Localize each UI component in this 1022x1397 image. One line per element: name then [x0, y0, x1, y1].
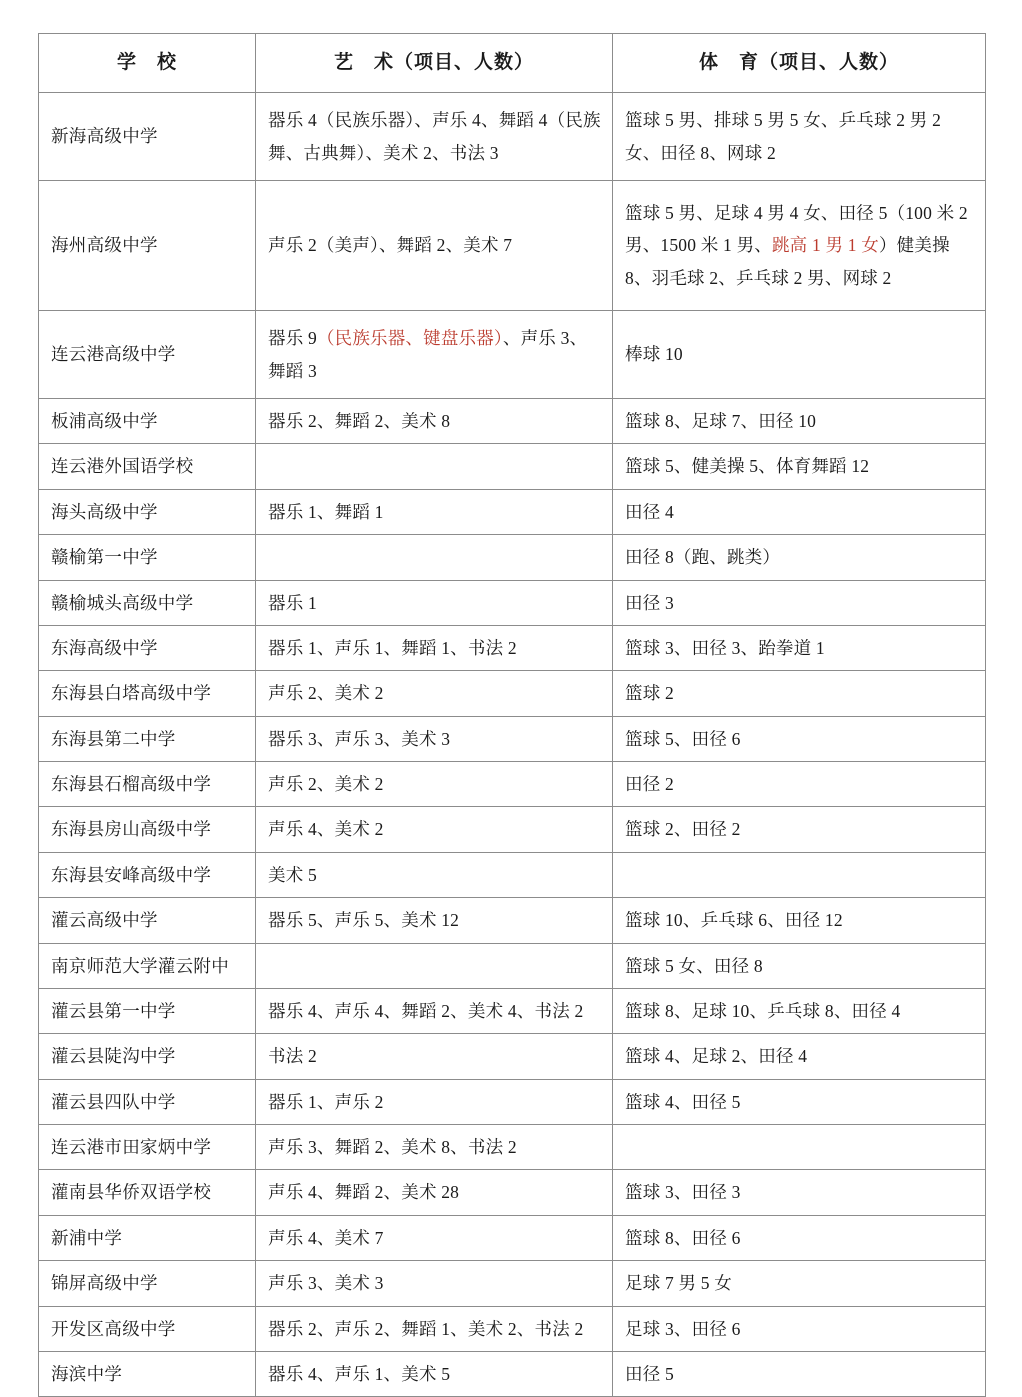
- cell-school-name: 灌云县第一中学: [39, 988, 256, 1033]
- cell-school-name: 东海县安峰高级中学: [39, 852, 256, 897]
- cell-school-name: 灌南县华侨双语学校: [39, 1170, 256, 1215]
- cell-sport-programs: [613, 852, 986, 897]
- table-row: [39, 489, 986, 534]
- cell-art-programs-highlight: （民族乐器、键盘乐器）: [316, 328, 503, 349]
- column-header-sport: 体 育（项目、人数）: [613, 34, 986, 93]
- column-header-school: 学 校: [39, 34, 256, 93]
- cell-art-programs: 美术 5: [256, 852, 613, 897]
- cell-sport-programs-highlight: 跳高 1 男 1 女: [771, 235, 879, 256]
- table-row: [39, 671, 986, 716]
- cell-art-programs: 器乐 1、声乐 2: [256, 1079, 613, 1124]
- cell-school-name: 灌云县陡沟中学: [39, 1034, 256, 1079]
- cell-school-name: 连云港市田家炳中学: [39, 1125, 256, 1170]
- cell-school-name: 海头高级中学: [39, 489, 256, 534]
- table-row: [39, 311, 986, 399]
- cell-art-programs: 声乐 4、美术 7: [256, 1215, 613, 1260]
- cell-sport-programs: 篮球 8、田径 6: [613, 1215, 986, 1260]
- cell-art-programs: [256, 444, 613, 489]
- table-row: [39, 1306, 986, 1351]
- cell-sport-programs: 篮球 8、足球 7、田径 10: [613, 399, 986, 444]
- cell-sport-programs: 田径 5: [613, 1351, 986, 1396]
- school-art-sport-table: [38, 33, 986, 1397]
- cell-sport-programs: 足球 3、田径 6: [613, 1306, 986, 1351]
- cell-school-name: 东海县房山高级中学: [39, 807, 256, 852]
- cell-art-programs: 器乐 1、舞蹈 1: [256, 489, 613, 534]
- cell-sport-programs: 篮球 10、乒乓球 6、田径 12: [613, 898, 986, 943]
- table-row: [39, 898, 986, 943]
- table-row: [39, 1170, 986, 1215]
- cell-sport-programs: 篮球 5 男、排球 5 男 5 女、乒乓球 2 男 2 女、田径 8、网球 2: [613, 93, 986, 181]
- table-row: [39, 181, 986, 311]
- table-row: [39, 807, 986, 852]
- cell-art-programs: 器乐 4（民族乐器）、声乐 4、舞蹈 4（民族舞、古典舞）、美术 2、书法 3: [256, 93, 613, 181]
- cell-art-programs: 书法 2: [256, 1034, 613, 1079]
- table-row: [39, 625, 986, 670]
- cell-art-programs: 器乐 2、声乐 2、舞蹈 1、美术 2、书法 2: [256, 1306, 613, 1351]
- cell-school-name: 南京师范大学灌云附中: [39, 943, 256, 988]
- table-row: [39, 444, 986, 489]
- cell-sport-programs: 篮球 3、田径 3: [613, 1170, 986, 1215]
- cell-art-programs: 器乐 4、声乐 4、舞蹈 2、美术 4、书法 2: [256, 988, 613, 1033]
- cell-sport-programs: [613, 181, 986, 311]
- column-header-art: 艺 术（项目、人数）: [256, 34, 613, 93]
- cell-sport-programs: 田径 4: [613, 489, 986, 534]
- table-header-row: [39, 34, 986, 93]
- cell-sport-programs: 田径 3: [613, 580, 986, 625]
- cell-sport-programs: 篮球 5、健美操 5、体育舞蹈 12: [613, 444, 986, 489]
- table-row: [39, 1125, 986, 1170]
- cell-school-name: 连云港高级中学: [39, 311, 256, 399]
- cell-school-name: 开发区高级中学: [39, 1306, 256, 1351]
- cell-art-programs: 器乐 1、声乐 1、舞蹈 1、书法 2: [256, 625, 613, 670]
- cell-art-programs-prefix: 器乐 9: [268, 328, 317, 349]
- cell-sport-programs: 棒球 10: [613, 311, 986, 399]
- cell-sport-programs: 田径 8（跑、跳类）: [613, 535, 986, 580]
- cell-art-programs: 声乐 2、美术 2: [256, 762, 613, 807]
- table-row: [39, 535, 986, 580]
- cell-art-programs: [256, 943, 613, 988]
- cell-sport-programs: 足球 7 男 5 女: [613, 1261, 986, 1306]
- cell-sport-programs-suffix: ）健美操 8、羽毛球 2、乒乓球 2 男、网球 2: [625, 235, 950, 288]
- table-row: [39, 762, 986, 807]
- table-row: [39, 1215, 986, 1260]
- cell-art-programs: [256, 535, 613, 580]
- cell-sport-programs: 篮球 3、田径 3、跆拳道 1: [613, 625, 986, 670]
- cell-sport-programs: 篮球 5 女、田径 8: [613, 943, 986, 988]
- cell-school-name: 赣榆城头高级中学: [39, 580, 256, 625]
- table-row: [39, 716, 986, 761]
- cell-art-programs: 器乐 2、舞蹈 2、美术 8: [256, 399, 613, 444]
- table-body: [39, 93, 986, 1397]
- cell-sport-programs: 篮球 2、田径 2: [613, 807, 986, 852]
- cell-sport-programs: 篮球 5、田径 6: [613, 716, 986, 761]
- cell-school-name: 海州高级中学: [39, 181, 256, 311]
- cell-sport-programs: 篮球 4、田径 5: [613, 1079, 986, 1124]
- table-row: [39, 1261, 986, 1306]
- cell-school-name: 东海县石榴高级中学: [39, 762, 256, 807]
- cell-sport-programs: 篮球 8、足球 10、乒乓球 8、田径 4: [613, 988, 986, 1033]
- table-row: [39, 580, 986, 625]
- table-row: [39, 93, 986, 181]
- table-row: [39, 1079, 986, 1124]
- cell-art-programs: 声乐 4、舞蹈 2、美术 28: [256, 1170, 613, 1215]
- cell-school-name: 板浦高级中学: [39, 399, 256, 444]
- cell-school-name: 东海高级中学: [39, 625, 256, 670]
- cell-school-name: 新海高级中学: [39, 93, 256, 181]
- cell-sport-programs: 篮球 4、足球 2、田径 4: [613, 1034, 986, 1079]
- table-row: [39, 1034, 986, 1079]
- cell-school-name: 新浦中学: [39, 1215, 256, 1260]
- cell-art-programs: 声乐 2、美术 2: [256, 671, 613, 716]
- cell-sport-programs-prefix: 篮球 5 男、足球 4 男 4 女、田径 5（100 米 2 男、1500 米 1 男、: [625, 202, 968, 256]
- cell-art-programs: [256, 311, 613, 399]
- cell-school-name: 锦屏高级中学: [39, 1261, 256, 1306]
- cell-school-name: 赣榆第一中学: [39, 535, 256, 580]
- cell-school-name: 连云港外国语学校: [39, 444, 256, 489]
- cell-art-programs: 声乐 4、美术 2: [256, 807, 613, 852]
- cell-art-programs: 器乐 3、声乐 3、美术 3: [256, 716, 613, 761]
- cell-sport-programs: 篮球 2: [613, 671, 986, 716]
- table-row: [39, 988, 986, 1033]
- cell-art-programs: 声乐 3、舞蹈 2、美术 8、书法 2: [256, 1125, 613, 1170]
- cell-school-name: 东海县白塔高级中学: [39, 671, 256, 716]
- cell-sport-programs: [613, 1125, 986, 1170]
- cell-sport-programs: 田径 2: [613, 762, 986, 807]
- cell-school-name: 灌云高级中学: [39, 898, 256, 943]
- cell-art-programs-suffix: 、声乐 3、舞蹈 3: [268, 328, 588, 381]
- table-header: [39, 34, 986, 93]
- table-row: [39, 1351, 986, 1396]
- cell-art-programs: 声乐 3、美术 3: [256, 1261, 613, 1306]
- cell-school-name: 灌云县四队中学: [39, 1079, 256, 1124]
- cell-school-name: 东海县第二中学: [39, 716, 256, 761]
- table-row: [39, 399, 986, 444]
- cell-art-programs: 声乐 2（美声）、舞蹈 2、美术 7: [256, 181, 613, 311]
- cell-art-programs: 器乐 1: [256, 580, 613, 625]
- cell-school-name: 海滨中学: [39, 1351, 256, 1396]
- cell-art-programs: 器乐 5、声乐 5、美术 12: [256, 898, 613, 943]
- cell-art-programs: 器乐 4、声乐 1、美术 5: [256, 1351, 613, 1396]
- table-row: [39, 852, 986, 897]
- table-row: [39, 943, 986, 988]
